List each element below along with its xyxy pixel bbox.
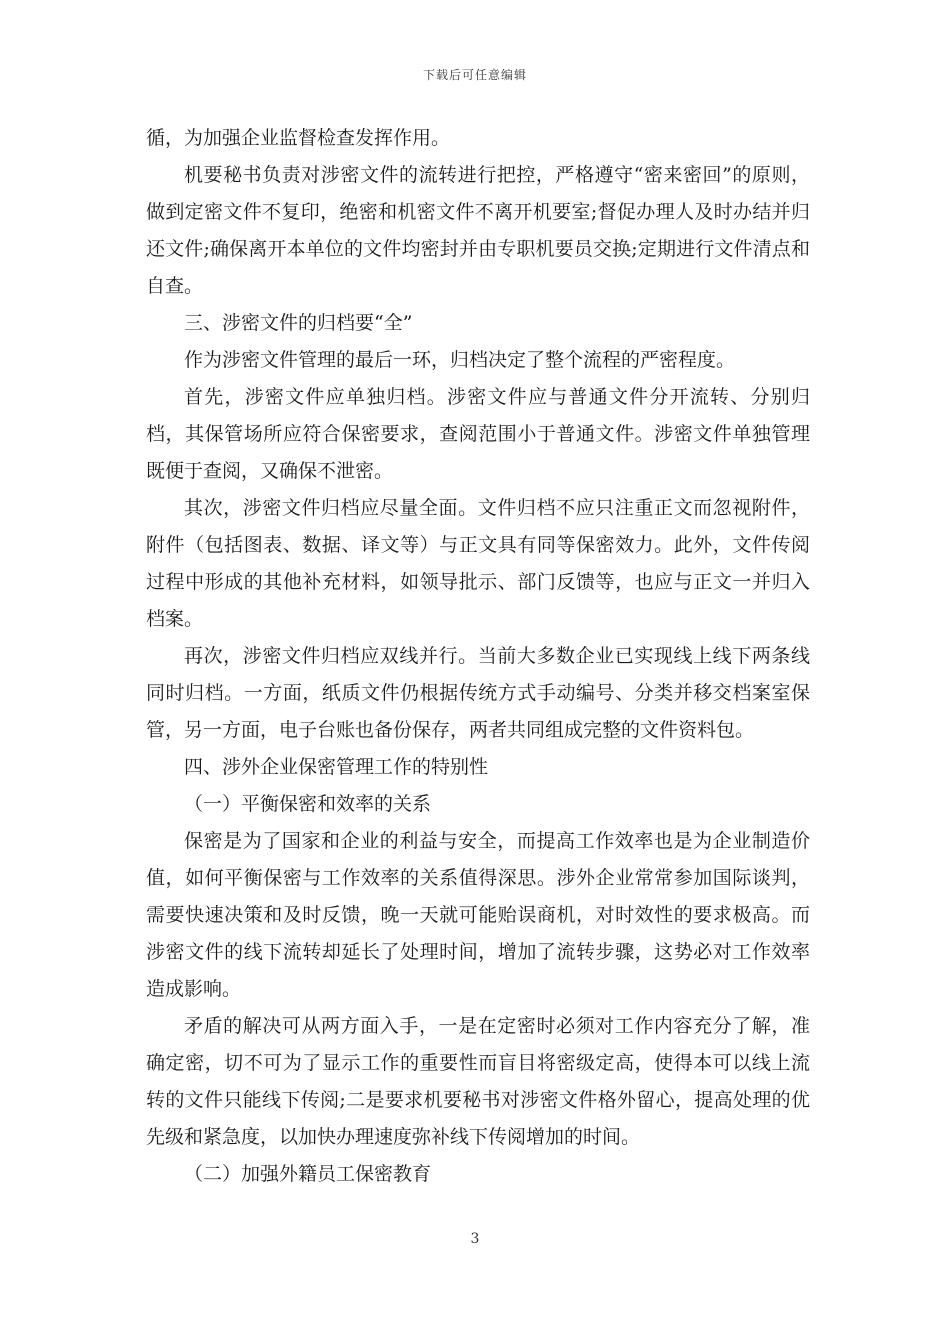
- subsection-heading: （一）平衡保密和效率的关系: [184, 793, 432, 815]
- paragraph: 首先，涉密文件应单独归档。涉密文件应与普通文件分开流转、分别归档，其保管场所应符合保密要求，查阅范围小于普通文件。涉密文件单独管理既便于查阅，又确保不泄密。: [146, 386, 810, 482]
- paragraph: 再次，涉密文件归档应双线并行。当前大多数企业已实现线上线下两条线同时归档。一方面，纸质文件仍根据传统方式手动编号、分类并移交档案室保管，另一方面，电子台账也备份保存，两者共同组成完整的文件资料包。: [146, 645, 810, 741]
- paragraph: 机要秘书负责对涉密文件的流转进行把控，严格遵守“密来密回”的原则，做到定密文件不复印，绝密和机密文件不离开机要室;督促办理人及时办结并归还文件;确保离开本单位的文件均密封并由专职机要员交换;定期进行文件清点和自查。: [146, 164, 810, 297]
- paragraph: 保密是为了国家和企业的利益与安全，而提高工作效率也是为企业制造价值，如何平衡保密与工作效率的关系值得深思。涉外企业常常参加国际谈判，需要快速决策和及时反馈，晚一天就可能贻误商机，对时效性的要求极高。而涉密文件的线下流转却延长了处理时间，增加了流转步骤，这势必对工作效率造成影响。: [146, 830, 810, 1000]
- section-heading: 四、涉外企业保密管理工作的特别性: [184, 756, 489, 778]
- section-heading: 三、涉密文件的归档要“全”: [184, 312, 413, 334]
- paragraph: 循，为加强企业监督检查发挥作用。: [146, 127, 451, 149]
- subsection-heading: （二）加强外籍员工保密教育: [184, 1163, 432, 1185]
- paragraph: 作为涉密文件管理的最后一环，归档决定了整个流程的严密程度。: [184, 349, 736, 371]
- paragraph: 矛盾的解决可从两方面入手，一是在定密时必须对工作内容充分了解，准确定密，切不可为了显示工作的重要性而盲目将密级定高，使得本可以线上流转的文件只能线下传阅;二是要求机要秘书对涉密文件格外留心，提高处理的优先级和紧急度，以加快办理速度弥补线下传阅增加的时间。: [146, 1015, 810, 1148]
- paragraph: 其次，涉密文件归档应尽量全面。文件归档不应只注重正文而忽视附件，附件（包括图表、数据、译文等）与正文具有同等保密效力。此外，文件传阅过程中形成的其他补充材料，如领导批示、部门反馈等，也应与正文一并归入档案。: [146, 497, 810, 630]
- page-number: 3: [470, 1231, 480, 1247]
- page-header: 下载后可任意编辑: [422, 68, 527, 82]
- document-body: [146, 120, 810, 1193]
